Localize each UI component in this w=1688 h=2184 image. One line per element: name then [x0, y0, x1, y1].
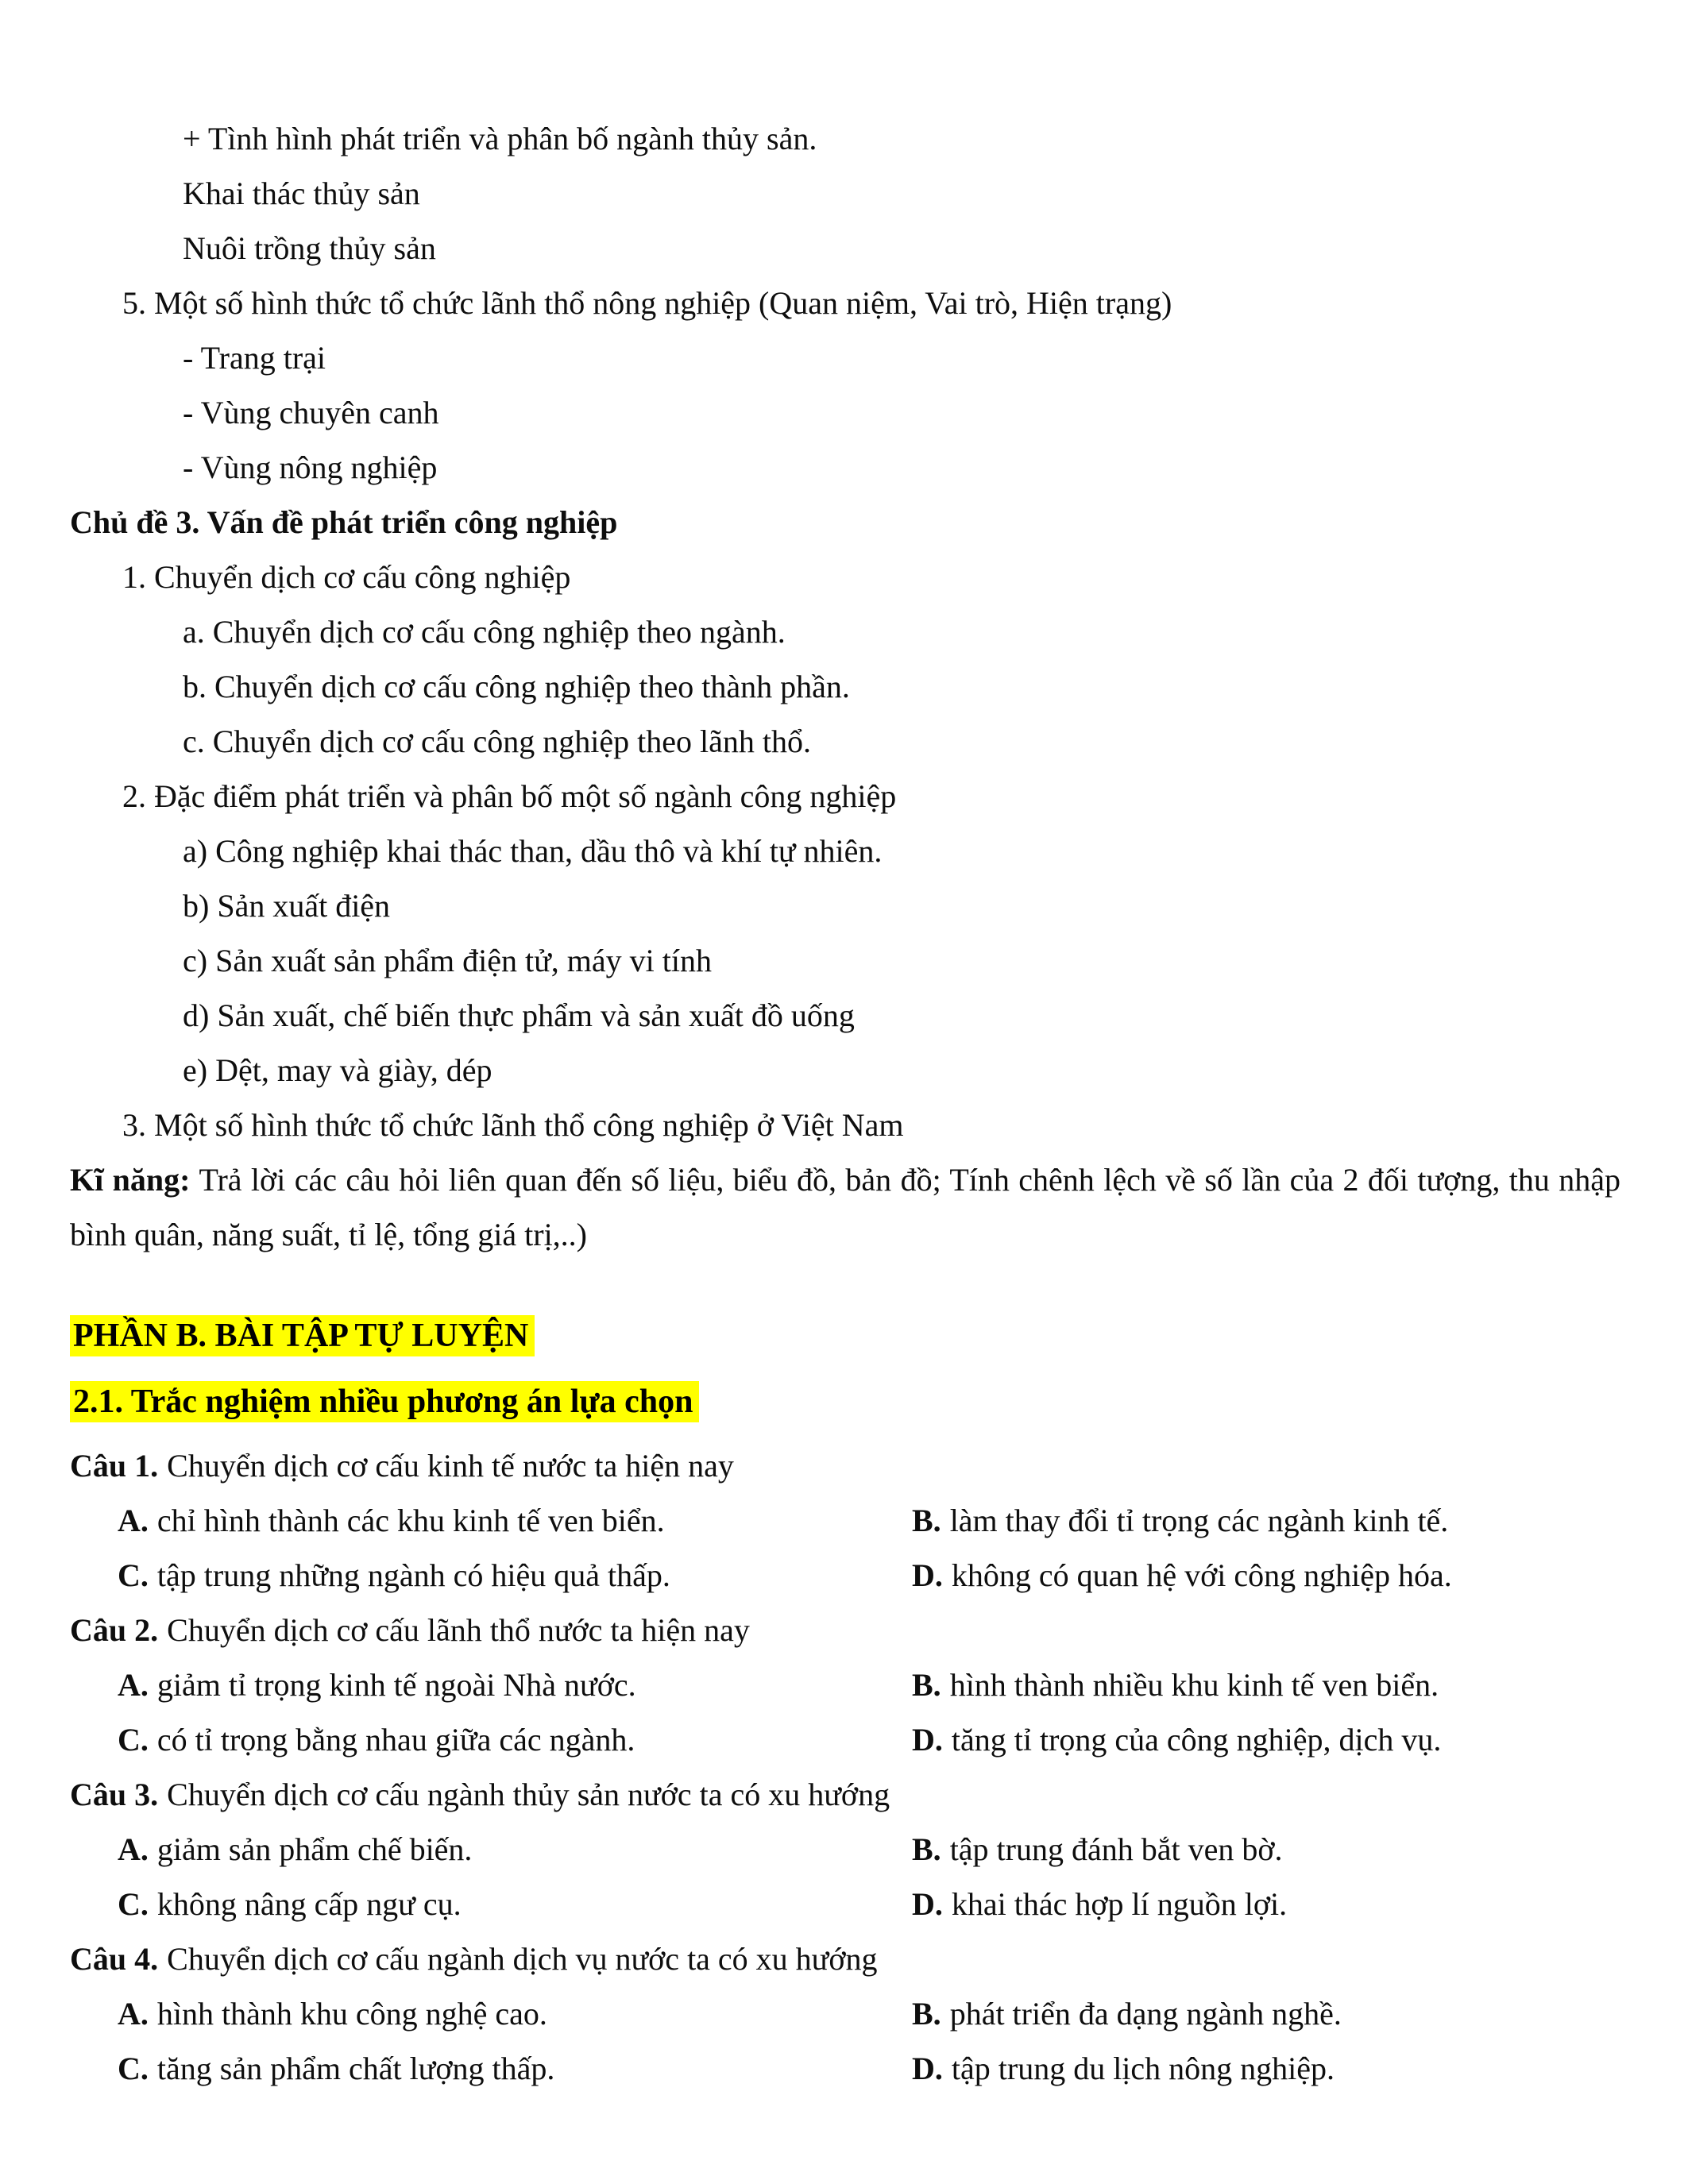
outline-line-2-dac-diem: 2. Đặc điểm phát triển và phân bố một số ngành công nghiệp	[122, 778, 897, 814]
question-2-options-row-2	[70, 1712, 1620, 1767]
outline-line-thuc-pham-do-uong: d) Sản xuất, chế biến thực phẩm và sản xuất đồ uống	[183, 997, 855, 1033]
section-b-heading-row	[70, 1306, 1620, 1372]
question-3-option-c: C. không nâng cấp ngư cụ.	[118, 1886, 462, 1922]
question-1-option-d: D. không có quan hệ với công nghiệp hóa.	[912, 1557, 1452, 1593]
skills-label: Kĩ năng:	[70, 1162, 191, 1198]
question-4-option-c: C. tăng sản phẩm chất lượng thấp.	[118, 2051, 555, 2086]
question-4-options-row-1	[70, 1986, 1620, 2041]
question-2-option-d: D. tăng tỉ trọng của công nghiệp, dịch vụ.	[912, 1722, 1442, 1758]
question-4-option-b: B. phát triển đa dạng ngành nghề.	[912, 1996, 1342, 2032]
question-2-options-row-1	[70, 1657, 1620, 1712]
question-1-option-c: C. tập trung những ngành có hiệu quả thấp.	[118, 1557, 670, 1593]
question-1-options-row-2	[70, 1548, 1620, 1603]
question-2-label: Câu 2.	[70, 1612, 159, 1648]
heading-chu-de-3: Chủ đề 3. Vấn đề phát triển công nghiệp	[70, 504, 618, 540]
outline-line-theo-nganh: a. Chuyển dịch cơ cấu công nghiệp theo ngành.	[183, 614, 786, 650]
outline-line-trang-trai: - Trang trại	[183, 340, 326, 376]
question-2-stem: Câu 2. Chuyển dịch cơ cấu lãnh thổ nước ta hiện nay	[70, 1612, 750, 1648]
outline-line-1-chuyen-dich: 1. Chuyển dịch cơ cấu công nghiệp	[122, 559, 571, 595]
outline-line-khai-thac-than: a) Công nghiệp khai thác than, dầu thô và khí tự nhiên.	[183, 833, 883, 869]
skills-paragraph	[70, 1152, 1620, 1262]
question-2-option-b: B. hình thành nhiều khu kinh tế ven biển.	[912, 1667, 1439, 1703]
section-2-1-subheading-row	[70, 1372, 1620, 1438]
question-2-option-a: A. giảm tỉ trọng kinh tế ngoài Nhà nước.	[118, 1667, 636, 1703]
question-4-stem: Câu 4. Chuyển dịch cơ cấu ngành dịch vụ nước ta có xu hướng	[70, 1941, 878, 1977]
outline-line-dien-tu-may-vi-tinh: c) Sản xuất sản phẩm điện tử, máy vi tính	[183, 943, 712, 978]
question-1-label: Câu 1.	[70, 1448, 159, 1484]
question-1-option-b: B. làm thay đổi tỉ trọng các ngành kinh tế.	[912, 1503, 1449, 1538]
outline-line-5-hinh-thuc-nong-nghiep: 5. Một số hình thức tổ chức lãnh thổ nông nghiệp (Quan niệm, Vai trò, Hiện trạng)	[122, 285, 1172, 321]
question-4-label: Câu 4.	[70, 1941, 159, 1977]
question-1-option-a: A. chỉ hình thành các khu kinh tế ven biển.	[118, 1503, 665, 1538]
question-4-option-a: A. hình thành khu công nghệ cao.	[118, 1996, 547, 2032]
question-3-options-row-1	[70, 1822, 1620, 1877]
outline-line-3-hinh-thuc-cong-nghiep: 3. Một số hình thức tổ chức lãnh thổ công nghiệp ở Việt Nam	[122, 1107, 904, 1143]
question-3-label: Câu 3.	[70, 1777, 159, 1812]
outline-line-theo-lanh-tho: c. Chuyển dịch cơ cấu công nghiệp theo lãnh thổ.	[183, 723, 811, 759]
question-3-option-b: B. tập trung đánh bắt ven bờ.	[912, 1831, 1283, 1867]
section-2-1-subheading: 2.1. Trắc nghiệm nhiều phương án lựa chọn	[70, 1381, 699, 1422]
outline-line-theo-thanh-phan: b. Chuyển dịch cơ cấu công nghiệp theo thành phần.	[183, 669, 850, 704]
question-3-option-d: D. khai thác hợp lí nguồn lợi.	[912, 1886, 1288, 1922]
outline-line-khai-thac: Khai thác thủy sản	[183, 176, 420, 211]
question-1-options-row-1	[70, 1493, 1620, 1548]
question-3-options-row-2	[70, 1877, 1620, 1931]
question-4-options-row-2	[70, 2041, 1620, 2096]
question-3-stem: Câu 3. Chuyển dịch cơ cấu ngành thủy sản nước ta có xu hướng	[70, 1777, 890, 1812]
section-b-heading: PHẦN B. BÀI TẬP TỰ LUYỆN	[70, 1315, 535, 1356]
question-1-stem: Câu 1. Chuyển dịch cơ cấu kinh tế nước ta hiện nay	[70, 1448, 734, 1484]
outline-line-det-may-giay-dep: e) Dệt, may và giày, dép	[183, 1052, 492, 1088]
outline-line-san-xuat-dien: b) Sản xuất điện	[183, 888, 391, 924]
outline-line-vung-chuyen-canh: - Vùng chuyên canh	[183, 395, 439, 430]
skills-text: Trả lời các câu hỏi liên quan đến số liệu, biểu đồ, bản đồ; Tính chênh lệch về số lần của 2 đối tượng, thu nhập bình quân, năng suất, tỉ lệ, tổng giá trị,..)	[70, 1162, 1620, 1252]
question-3-option-a: A. giảm sản phẩm chế biến.	[118, 1831, 473, 1867]
question-2-option-c: C. có tỉ trọng bằng nhau giữa các ngành.	[118, 1722, 635, 1758]
outline-line-nuoi-trong: Nuôi trồng thủy sản	[183, 230, 436, 266]
question-4-option-d: D. tập trung du lịch nông nghiệp.	[912, 2051, 1335, 2086]
outline-line-thuy-san-tinh-hinh: + Tình hình phát triển và phân bố ngành thủy sản.	[183, 121, 817, 156]
blank-line	[70, 1262, 1620, 1306]
outline-line-vung-nong-nghiep: - Vùng nông nghiệp	[183, 450, 438, 485]
